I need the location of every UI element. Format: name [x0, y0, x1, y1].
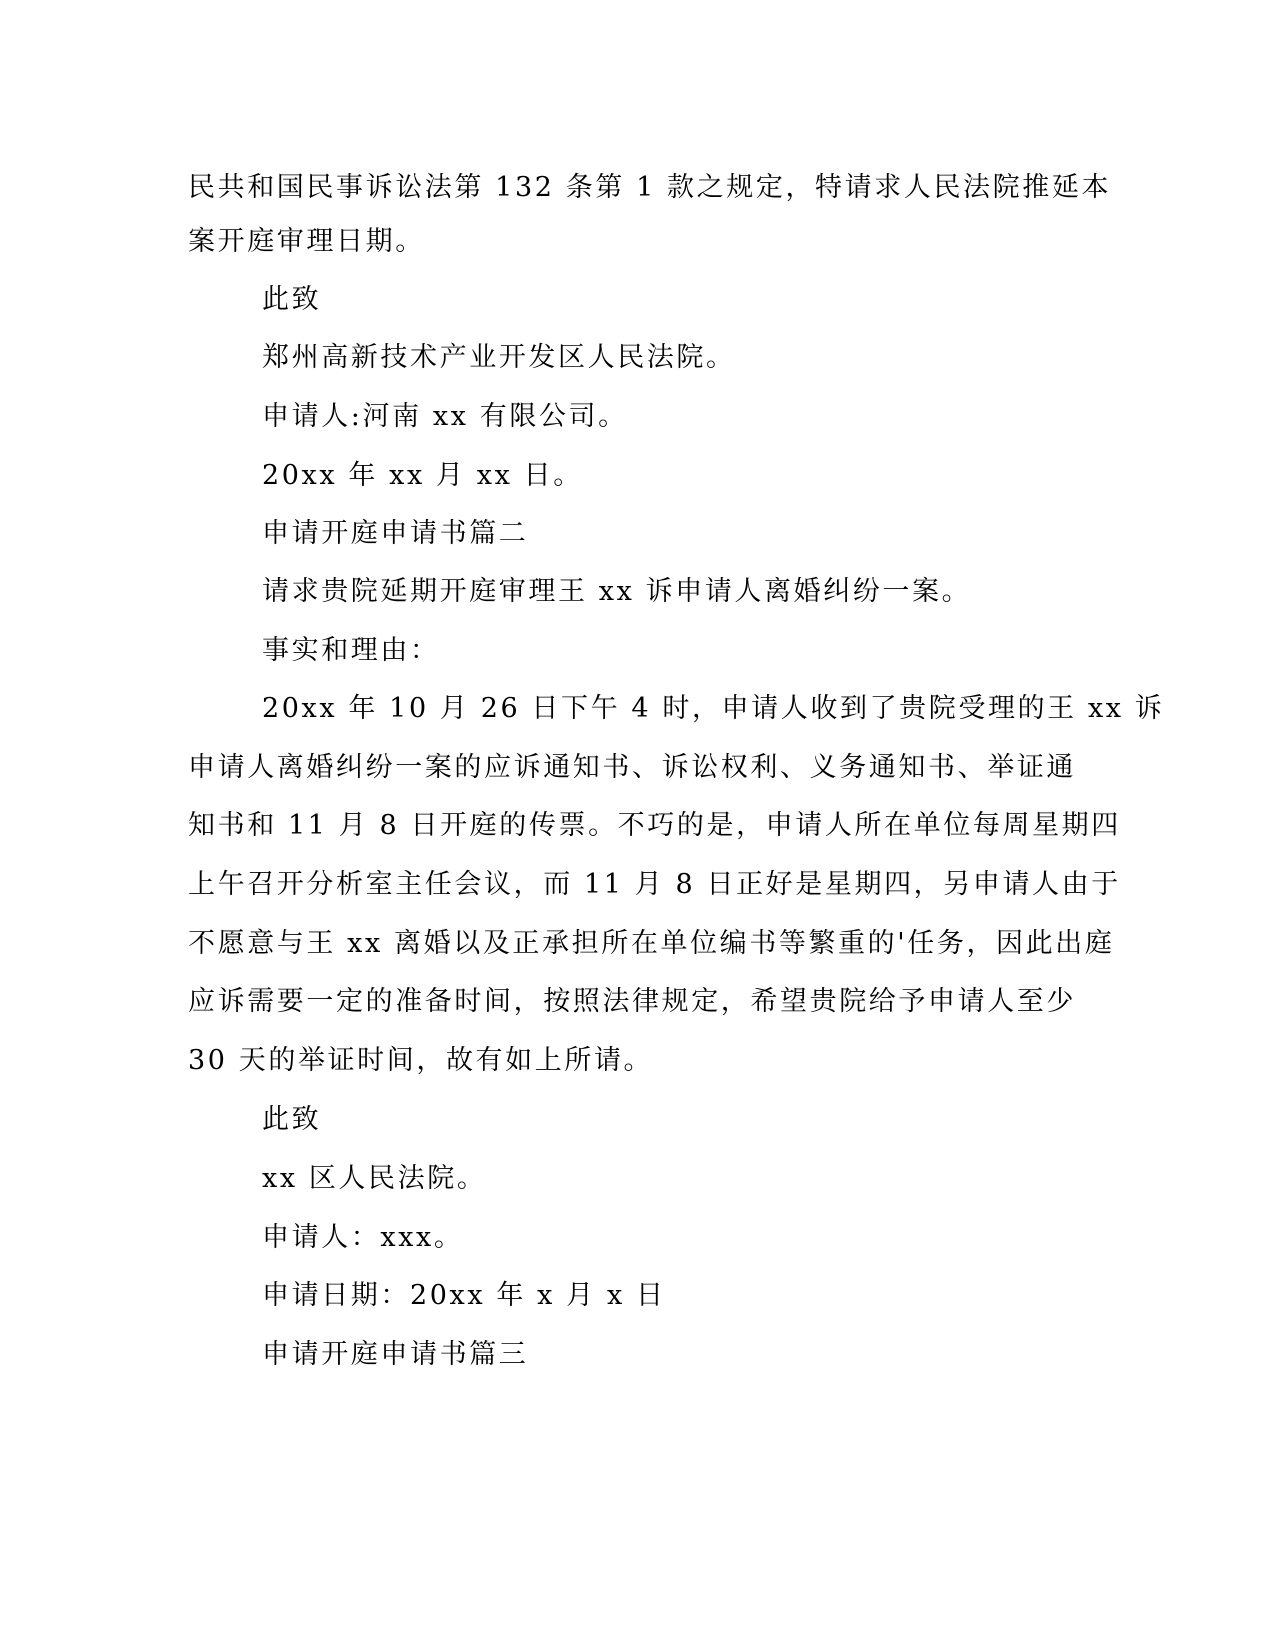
- paragraph-line: 30 天的举证时间，故有如上所请。: [188, 1045, 654, 1076]
- paragraph-line: 申请人离婚纠纷一案的应诉通知书、诉讼权利、义务通知书、举证通: [188, 752, 1076, 783]
- application-date: 申请日期：20xx 年 x 月 x 日: [262, 1280, 666, 1311]
- facts-heading: 事实和理由：: [262, 635, 440, 666]
- paragraph-line: 民共和国民事诉讼法第 132 条第 1 款之规定，特请求人民法院推延本: [188, 172, 1112, 203]
- paragraph-line: 案开庭审理日期。: [188, 226, 425, 257]
- paragraph-line: 20xx 年 10 月 26 日下午 4 时，申请人收到了贵院受理的王 xx 诉: [262, 693, 1165, 724]
- recipient-court: xx 区人民法院。: [262, 1163, 487, 1194]
- section-heading: 申请开庭申请书篇三: [262, 1339, 529, 1370]
- applicant: 申请人:河南 xx 有限公司。: [262, 401, 628, 432]
- request-line: 请求贵院延期开庭审理王 xx 诉申请人离婚纠纷一案。: [262, 576, 972, 607]
- date: 20xx 年 xx 月 xx 日。: [262, 460, 583, 491]
- paragraph-line: 上午召开分析室主任会议，而 11 月 8 日正好是星期四，另申请人由于: [188, 869, 1121, 900]
- paragraph-line: 应诉需要一定的准备时间，按照法律规定，希望贵院给予申请人至少: [188, 986, 1076, 1017]
- section-heading: 申请开庭申请书篇二: [262, 518, 529, 549]
- salutation: 此致: [262, 1104, 322, 1135]
- salutation: 此致: [262, 284, 322, 315]
- recipient-court: 郑州高新技术产业开发区人民法院。: [262, 342, 736, 373]
- applicant: 申请人：xxx。: [262, 1222, 464, 1253]
- paragraph-line: 不愿意与王 xx 离婚以及正承担所在单位编书等繁重的'任务，因此出庭: [188, 928, 1115, 959]
- paragraph-line: 知书和 11 月 8 日开庭的传票。不巧的是，申请人所在单位每周星期四: [188, 810, 1121, 841]
